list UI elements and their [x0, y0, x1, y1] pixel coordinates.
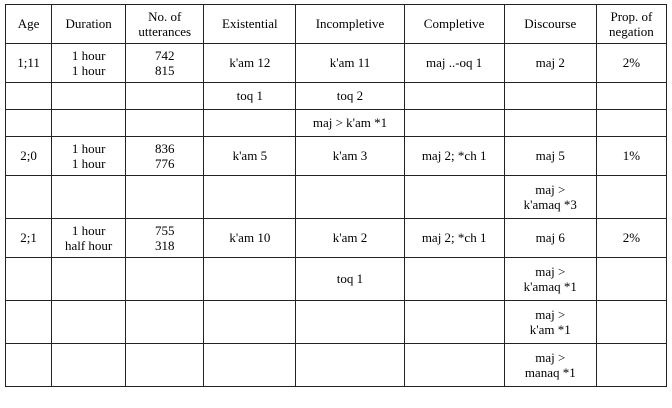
cell-age [6, 176, 52, 219]
cell-discourse: maj > k'amaq *3 [504, 176, 596, 219]
cell-incompletive: k'am 3 [296, 137, 404, 176]
cell-discourse: maj > manaq *1 [504, 344, 596, 387]
cell-incompletive [296, 176, 404, 219]
column-header-discourse-line1: Discourse [524, 16, 577, 32]
cell-duration: 1 hour 1 hour [52, 44, 126, 83]
negation-data-table [5, 4, 667, 387]
cell-negation [596, 301, 666, 344]
cell-duration [52, 301, 126, 344]
column-header-discourse [504, 5, 596, 44]
table-row [6, 258, 667, 301]
column-header-age-line1: Age [17, 16, 40, 32]
cell-negation [596, 176, 666, 219]
cell-utterances [126, 83, 204, 110]
cell-duration: 1 hour half hour [52, 219, 126, 258]
cell-incompletive: k'am 11 [296, 44, 404, 83]
cell-completive: maj 2; *ch 1 [404, 219, 504, 258]
cell-utterances: 755 318 [126, 219, 204, 258]
column-header-negation-line1: Prop. of [610, 8, 653, 24]
table-row [6, 219, 667, 258]
cell-negation: 1% [596, 137, 666, 176]
cell-age [6, 301, 52, 344]
cell-discourse [504, 83, 596, 110]
table-row [6, 83, 667, 110]
cell-completive [404, 83, 504, 110]
cell-utterances: 836 776 [126, 137, 204, 176]
cell-completive [404, 258, 504, 301]
cell-age [6, 110, 52, 137]
column-header-existential [204, 5, 296, 44]
cell-existential [204, 301, 296, 344]
table-row [6, 44, 667, 83]
cell-age: 2;1 [6, 219, 52, 258]
column-header-existential-line1: Existential [222, 16, 278, 32]
cell-negation [596, 344, 666, 387]
cell-utterances [126, 344, 204, 387]
cell-age [6, 258, 52, 301]
cell-negation [596, 258, 666, 301]
cell-existential: k'am 10 [204, 219, 296, 258]
cell-age: 2;0 [6, 137, 52, 176]
cell-duration: 1 hour 1 hour [52, 137, 126, 176]
cell-negation: 2% [596, 219, 666, 258]
cell-negation [596, 83, 666, 110]
cell-discourse: maj > k'am *1 [504, 301, 596, 344]
cell-duration [52, 83, 126, 110]
cell-duration [52, 110, 126, 137]
cell-existential: toq 1 [204, 83, 296, 110]
cell-discourse: maj 5 [504, 137, 596, 176]
cell-completive [404, 176, 504, 219]
cell-existential [204, 258, 296, 301]
column-header-incompletive-line1: Incompletive [315, 16, 385, 32]
table-row [6, 110, 667, 137]
cell-age: 1;11 [6, 44, 52, 83]
table-row [6, 176, 667, 219]
cell-negation [596, 110, 666, 137]
table-row [6, 301, 667, 344]
cell-age [6, 344, 52, 387]
cell-discourse: maj > k'amaq *1 [504, 258, 596, 301]
cell-utterances [126, 301, 204, 344]
table-row [6, 344, 667, 387]
column-header-utterances-line1: No. of [148, 8, 182, 24]
table-body [6, 44, 667, 387]
cell-incompletive [296, 344, 404, 387]
cell-incompletive: k'am 2 [296, 219, 404, 258]
cell-existential: k'am 5 [204, 137, 296, 176]
cell-duration [52, 176, 126, 219]
cell-duration [52, 344, 126, 387]
cell-duration [52, 258, 126, 301]
cell-existential [204, 344, 296, 387]
column-header-completive-line1: Completive [423, 16, 485, 32]
cell-completive [404, 110, 504, 137]
cell-incompletive: maj > k'am *1 [296, 110, 404, 137]
column-header-duration-line1: Duration [65, 16, 112, 32]
cell-negation: 2% [596, 44, 666, 83]
column-header-negation-line2: negation [609, 24, 654, 39]
cell-existential: k'am 12 [204, 44, 296, 83]
cell-discourse: maj 2 [504, 44, 596, 83]
column-header-age [6, 5, 52, 44]
column-header-completive [404, 5, 504, 44]
cell-age [6, 83, 52, 110]
cell-discourse [504, 110, 596, 137]
column-header-utterances [126, 5, 204, 44]
cell-utterances [126, 258, 204, 301]
table-header [6, 5, 667, 44]
column-header-duration [52, 5, 126, 44]
cell-incompletive: toq 1 [296, 258, 404, 301]
cell-discourse: maj 6 [504, 219, 596, 258]
column-header-negation [596, 5, 666, 44]
cell-completive [404, 344, 504, 387]
cell-completive: maj 2; *ch 1 [404, 137, 504, 176]
cell-completive: maj ..-oq 1 [404, 44, 504, 83]
table-header-row [6, 5, 667, 44]
column-header-incompletive [296, 5, 404, 44]
cell-existential [204, 176, 296, 219]
cell-incompletive: toq 2 [296, 83, 404, 110]
table-row [6, 137, 667, 176]
cell-utterances [126, 176, 204, 219]
column-header-utterances-line2: utterances [138, 24, 192, 39]
cell-completive [404, 301, 504, 344]
cell-utterances: 742 815 [126, 44, 204, 83]
cell-existential [204, 110, 296, 137]
cell-utterances [126, 110, 204, 137]
cell-incompletive [296, 301, 404, 344]
